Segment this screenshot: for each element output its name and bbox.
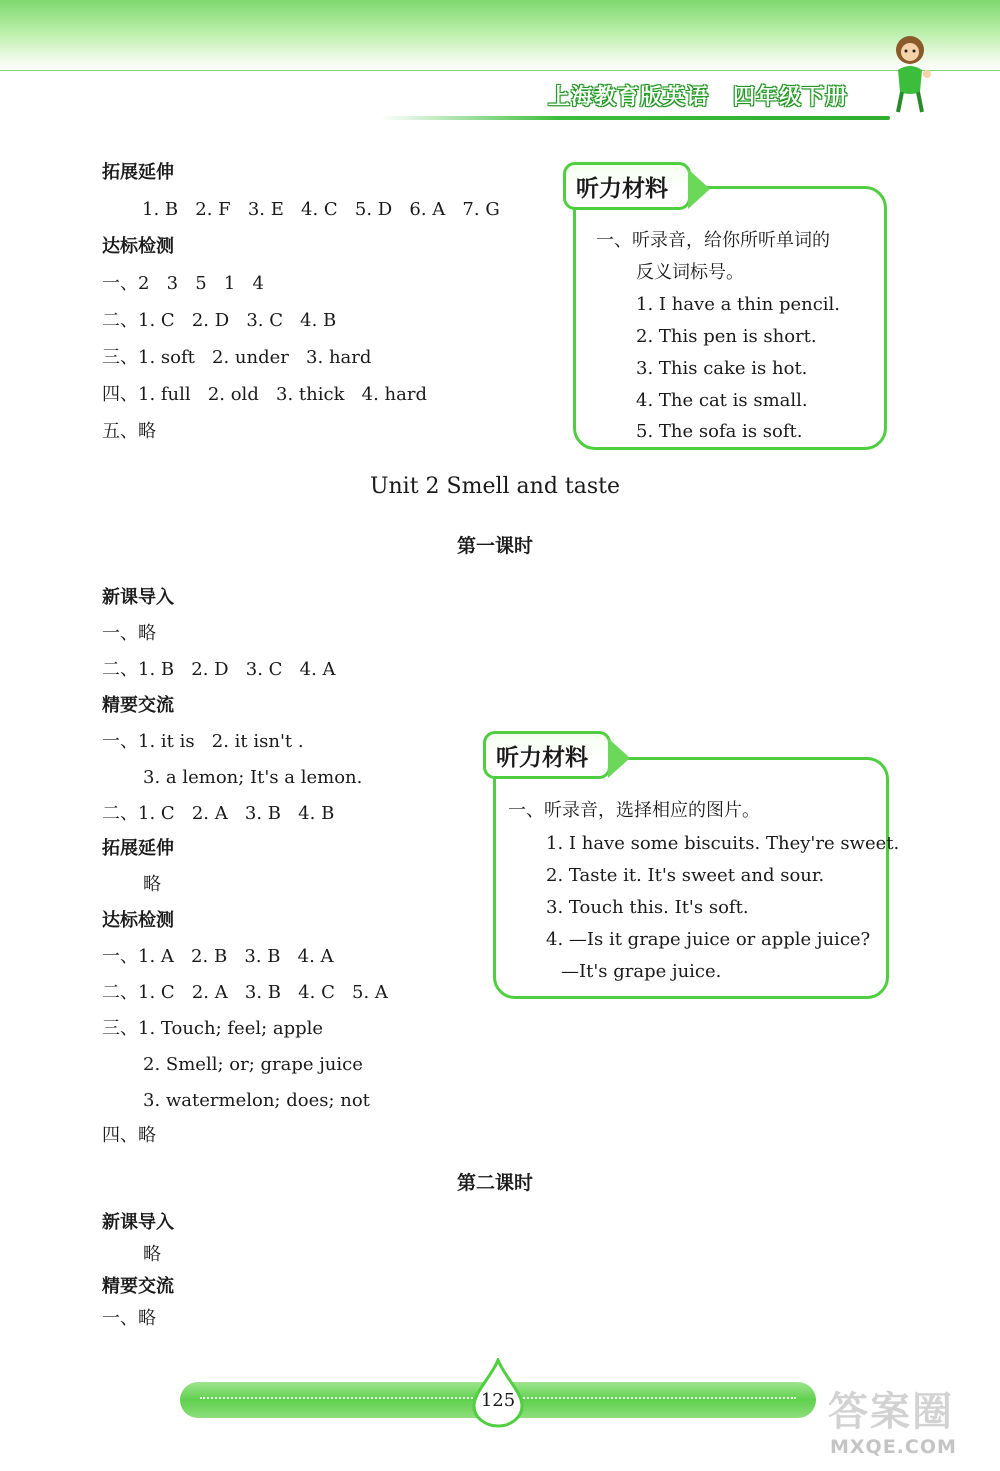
listening-item: 1. I have a thin pencil.	[636, 294, 841, 315]
answer-line: 3. a lemon; It's a lemon.	[143, 767, 363, 788]
listening-instruction: 反义词标号。	[636, 262, 744, 283]
grade-label: 四年级下册	[733, 85, 849, 110]
listening-item: 5. The sofa is soft.	[636, 421, 803, 442]
unit-title: Unit 2 Smell and taste	[369, 474, 621, 499]
answer-line: 四、1. full 2. old 3. thick 4. hard	[102, 384, 427, 405]
listening-item: 2. This pen is short.	[636, 326, 817, 347]
listening-item: 4. —Is it grape juice or apple juice?	[546, 929, 871, 950]
answer-line: 三、1. Touch; feel; apple	[102, 1018, 324, 1039]
answer-line: 四、略	[102, 1125, 156, 1146]
answer-line: 五、略	[102, 421, 156, 442]
lesson-title: 第二课时	[456, 1172, 533, 1194]
answer-line: 二、1. C 2. D 3. C 4. B	[102, 310, 337, 331]
header-decoration-band	[0, 0, 1000, 71]
tab-arrow-icon	[608, 738, 630, 778]
listening-item: 3. This cake is hot.	[636, 358, 808, 379]
listening-item: —It's grape juice.	[561, 961, 722, 982]
intro-heading: 新课导入	[102, 1212, 174, 1233]
extend-heading: 拓展延伸	[102, 162, 174, 183]
answer-line: 3. watermelon; does; not	[143, 1090, 370, 1111]
answer-line: 一、略	[102, 1308, 156, 1329]
watermark-text: 答案圈	[828, 1389, 954, 1435]
page-header-title	[548, 80, 848, 111]
listening-material-tab	[563, 162, 691, 210]
answer-line: 略	[143, 874, 161, 895]
lesson-title: 第一课时	[456, 535, 533, 557]
book-title: 上海教育版英语	[548, 85, 710, 110]
header-underline	[380, 116, 890, 120]
listening-material-tab	[483, 731, 611, 779]
answer-line: 一、1. it is 2. it isn't .	[102, 731, 304, 752]
listening-instruction: 一、听录音，选择相应的图片。	[508, 800, 760, 821]
answer-line: 一、1. A 2. B 3. B 4. A	[102, 946, 334, 967]
tab-label: 听力材料	[576, 176, 668, 202]
watermark-logo	[820, 1380, 995, 1466]
answer-line: 二、1. B 2. D 3. C 4. A	[102, 659, 336, 680]
page-number: 125	[480, 1390, 516, 1411]
tab-label: 听力材料	[496, 745, 588, 771]
exchange-heading: 精要交流	[102, 1276, 174, 1297]
test-heading: 达标检测	[102, 236, 174, 257]
test-heading: 达标检测	[102, 910, 174, 931]
listening-item: 2. Taste it. It's sweet and sour.	[546, 865, 825, 886]
exchange-heading: 精要交流	[102, 695, 174, 716]
listening-instruction: 一、听录音，给你所听单词的	[596, 230, 830, 251]
answer-line: 一、2 3 5 1 4	[102, 273, 264, 294]
answer-line: 三、1. soft 2. under 3. hard	[102, 347, 372, 368]
extend-answers: 1. B 2. F 3. E 4. C 5. D 6. A 7. G	[142, 199, 500, 220]
listening-item: 1. I have some biscuits. They're sweet.	[546, 833, 900, 854]
answer-line: 略	[143, 1244, 161, 1265]
extend-heading: 拓展延伸	[102, 838, 174, 859]
answer-line: 一、略	[102, 623, 156, 644]
mascot-icon	[880, 30, 940, 118]
answer-line: 2. Smell; or; grape juice	[143, 1054, 363, 1075]
intro-heading: 新课导入	[102, 587, 174, 608]
tab-arrow-icon	[688, 169, 710, 209]
listening-item: 4. The cat is small.	[636, 390, 808, 411]
answer-line: 二、1. C 2. A 3. B 4. B	[102, 803, 335, 824]
watermark-url: MXQE.COM	[830, 1436, 957, 1458]
answer-line: 二、1. C 2. A 3. B 4. C 5. A	[102, 982, 388, 1003]
listening-item: 3. Touch this. It's soft.	[546, 897, 749, 918]
